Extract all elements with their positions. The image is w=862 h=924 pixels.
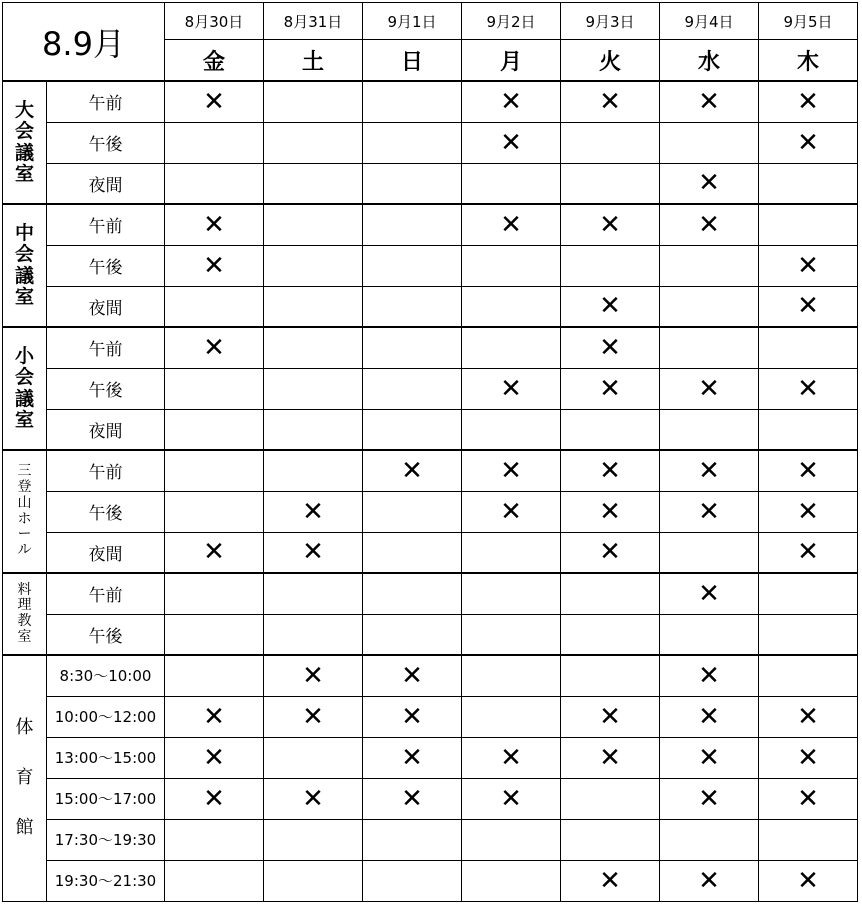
booked-x-icon: ✕ bbox=[698, 373, 720, 404]
booked-cell bbox=[660, 81, 759, 122]
booked-x-icon: ✕ bbox=[203, 250, 225, 281]
booked-cell bbox=[165, 778, 264, 819]
booked-x-icon: ✕ bbox=[500, 496, 522, 527]
booked-cell bbox=[561, 450, 660, 491]
booked-x-icon: ✕ bbox=[698, 209, 720, 240]
empty-cell bbox=[363, 163, 462, 204]
date-header: 8月30日 bbox=[165, 3, 264, 40]
booked-x-icon: ✕ bbox=[599, 86, 621, 117]
empty-cell bbox=[561, 122, 660, 163]
time-slot-label: 午後 bbox=[47, 614, 165, 655]
schedule-row bbox=[3, 655, 858, 696]
time-slot-label: 夜間 bbox=[47, 286, 165, 327]
empty-cell bbox=[759, 163, 858, 204]
empty-cell bbox=[561, 409, 660, 450]
empty-cell bbox=[264, 245, 363, 286]
booked-cell bbox=[759, 450, 858, 491]
booked-x-icon: ✕ bbox=[500, 209, 522, 240]
booked-x-icon: ✕ bbox=[401, 701, 423, 732]
time-slot-label: 10:00～12:00 bbox=[47, 696, 165, 737]
booked-cell bbox=[462, 204, 561, 245]
facility-name: 三登山ホール bbox=[17, 463, 32, 558]
empty-cell bbox=[363, 204, 462, 245]
booked-cell bbox=[363, 696, 462, 737]
schedule-row bbox=[3, 778, 858, 819]
empty-cell bbox=[660, 819, 759, 860]
empty-cell bbox=[363, 409, 462, 450]
booked-cell bbox=[165, 327, 264, 368]
schedule-row bbox=[3, 491, 858, 532]
booked-cell bbox=[759, 81, 858, 122]
empty-cell bbox=[462, 327, 561, 368]
booked-x-icon: ✕ bbox=[698, 168, 720, 199]
booked-x-icon: ✕ bbox=[203, 783, 225, 814]
booked-cell bbox=[759, 368, 858, 409]
empty-cell bbox=[264, 737, 363, 778]
booked-x-icon: ✕ bbox=[203, 537, 225, 568]
empty-cell bbox=[363, 860, 462, 901]
booked-cell bbox=[264, 778, 363, 819]
booked-x-icon: ✕ bbox=[698, 496, 720, 527]
time-slot-label: 午前 bbox=[47, 573, 165, 614]
empty-cell bbox=[759, 819, 858, 860]
booked-x-icon: ✕ bbox=[401, 455, 423, 486]
time-slot-label: 8:30～10:00 bbox=[47, 655, 165, 696]
booked-cell bbox=[561, 696, 660, 737]
booked-cell bbox=[660, 655, 759, 696]
empty-cell bbox=[462, 532, 561, 573]
date-header: 9月1日 bbox=[363, 3, 462, 40]
empty-cell bbox=[363, 327, 462, 368]
empty-cell bbox=[264, 368, 363, 409]
empty-cell bbox=[363, 286, 462, 327]
empty-cell bbox=[462, 696, 561, 737]
booked-cell bbox=[561, 491, 660, 532]
booked-cell bbox=[561, 368, 660, 409]
weekday-header: 木 bbox=[759, 40, 858, 82]
schedule-row bbox=[3, 286, 858, 327]
time-slot-label: 13:00～15:00 bbox=[47, 737, 165, 778]
booked-cell bbox=[363, 737, 462, 778]
empty-cell bbox=[165, 450, 264, 491]
booked-cell bbox=[561, 860, 660, 901]
schedule-row bbox=[3, 573, 858, 614]
booked-x-icon: ✕ bbox=[203, 701, 225, 732]
booked-cell bbox=[660, 778, 759, 819]
time-slot-label: 19:30～21:30 bbox=[47, 860, 165, 901]
weekday-header: 水 bbox=[660, 40, 759, 82]
empty-cell bbox=[264, 81, 363, 122]
booked-cell bbox=[660, 737, 759, 778]
booked-x-icon: ✕ bbox=[599, 701, 621, 732]
empty-cell bbox=[462, 819, 561, 860]
booked-x-icon: ✕ bbox=[599, 373, 621, 404]
booked-cell bbox=[660, 860, 759, 901]
date-header: 9月4日 bbox=[660, 3, 759, 40]
empty-cell bbox=[264, 122, 363, 163]
booked-cell bbox=[759, 778, 858, 819]
booked-x-icon: ✕ bbox=[302, 701, 324, 732]
empty-cell bbox=[759, 409, 858, 450]
empty-cell bbox=[165, 573, 264, 614]
booked-cell bbox=[759, 696, 858, 737]
booked-cell bbox=[264, 655, 363, 696]
booked-x-icon: ✕ bbox=[599, 537, 621, 568]
booked-x-icon: ✕ bbox=[500, 373, 522, 404]
booked-cell bbox=[165, 81, 264, 122]
empty-cell bbox=[264, 286, 363, 327]
booked-x-icon: ✕ bbox=[302, 660, 324, 691]
booked-cell bbox=[165, 696, 264, 737]
booked-x-icon: ✕ bbox=[599, 291, 621, 322]
time-slot-label: 夜間 bbox=[47, 532, 165, 573]
empty-cell bbox=[363, 532, 462, 573]
empty-cell bbox=[165, 491, 264, 532]
booked-cell bbox=[363, 450, 462, 491]
weekday-header: 月 bbox=[462, 40, 561, 82]
booked-x-icon: ✕ bbox=[797, 250, 819, 281]
booked-x-icon: ✕ bbox=[203, 86, 225, 117]
date-header: 9月3日 bbox=[561, 3, 660, 40]
empty-cell bbox=[462, 573, 561, 614]
time-slot-label: 夜間 bbox=[47, 409, 165, 450]
facility-label bbox=[3, 81, 47, 204]
booked-x-icon: ✕ bbox=[302, 496, 324, 527]
empty-cell bbox=[462, 614, 561, 655]
schedule-row bbox=[3, 614, 858, 655]
empty-cell bbox=[363, 245, 462, 286]
booked-x-icon: ✕ bbox=[698, 865, 720, 896]
time-slot-label: 午前 bbox=[47, 81, 165, 122]
empty-cell bbox=[561, 655, 660, 696]
booked-cell bbox=[462, 778, 561, 819]
empty-cell bbox=[165, 286, 264, 327]
facility-name: 料理教室 bbox=[17, 581, 32, 645]
booked-x-icon: ✕ bbox=[698, 86, 720, 117]
facility-label bbox=[3, 573, 47, 655]
booked-x-icon: ✕ bbox=[203, 742, 225, 773]
booked-x-icon: ✕ bbox=[599, 865, 621, 896]
time-slot-label: 午前 bbox=[47, 450, 165, 491]
time-slot-label: 17:30～19:30 bbox=[47, 819, 165, 860]
empty-cell bbox=[660, 532, 759, 573]
empty-cell bbox=[759, 614, 858, 655]
booked-cell bbox=[759, 122, 858, 163]
time-slot-label: 午前 bbox=[47, 204, 165, 245]
booked-cell bbox=[759, 532, 858, 573]
empty-cell bbox=[264, 614, 363, 655]
time-slot-label: 午後 bbox=[47, 245, 165, 286]
booked-x-icon: ✕ bbox=[797, 537, 819, 568]
booked-x-icon: ✕ bbox=[500, 127, 522, 158]
empty-cell bbox=[462, 286, 561, 327]
booked-cell bbox=[462, 491, 561, 532]
booked-cell bbox=[660, 696, 759, 737]
schedule-row bbox=[3, 696, 858, 737]
booked-x-icon: ✕ bbox=[500, 455, 522, 486]
booked-x-icon: ✕ bbox=[698, 660, 720, 691]
empty-cell bbox=[660, 409, 759, 450]
schedule-row bbox=[3, 245, 858, 286]
booked-x-icon: ✕ bbox=[500, 783, 522, 814]
empty-cell bbox=[264, 204, 363, 245]
booked-cell bbox=[462, 737, 561, 778]
weekday-header: 日 bbox=[363, 40, 462, 82]
empty-cell bbox=[561, 163, 660, 204]
facility-label bbox=[3, 450, 47, 573]
time-slot-label: 15:00～17:00 bbox=[47, 778, 165, 819]
empty-cell bbox=[660, 327, 759, 368]
schedule-row bbox=[3, 122, 858, 163]
weekday-header: 火 bbox=[561, 40, 660, 82]
empty-cell bbox=[561, 778, 660, 819]
booked-cell bbox=[462, 81, 561, 122]
facility-name: 大会議室 bbox=[14, 98, 34, 185]
empty-cell bbox=[264, 819, 363, 860]
booked-cell bbox=[759, 737, 858, 778]
empty-cell bbox=[363, 819, 462, 860]
empty-cell bbox=[363, 122, 462, 163]
booked-x-icon: ✕ bbox=[599, 332, 621, 363]
booked-cell bbox=[561, 327, 660, 368]
booked-cell bbox=[561, 737, 660, 778]
booked-x-icon: ✕ bbox=[401, 783, 423, 814]
booked-x-icon: ✕ bbox=[401, 742, 423, 773]
empty-cell bbox=[660, 614, 759, 655]
empty-cell bbox=[264, 327, 363, 368]
booked-cell bbox=[165, 737, 264, 778]
empty-cell bbox=[759, 327, 858, 368]
booked-cell bbox=[660, 573, 759, 614]
booked-x-icon: ✕ bbox=[797, 291, 819, 322]
facility-name: 小会議室 bbox=[14, 344, 34, 431]
time-slot-label: 午前 bbox=[47, 327, 165, 368]
booked-cell bbox=[660, 491, 759, 532]
schedule-row bbox=[3, 450, 858, 491]
booked-x-icon: ✕ bbox=[302, 537, 324, 568]
booked-x-icon: ✕ bbox=[797, 701, 819, 732]
facility-label bbox=[3, 655, 47, 901]
empty-cell bbox=[561, 573, 660, 614]
booked-cell bbox=[165, 204, 264, 245]
booked-cell bbox=[264, 532, 363, 573]
empty-cell bbox=[165, 819, 264, 860]
booked-x-icon: ✕ bbox=[698, 455, 720, 486]
booked-cell bbox=[462, 122, 561, 163]
empty-cell bbox=[660, 286, 759, 327]
booked-x-icon: ✕ bbox=[698, 578, 720, 609]
booked-x-icon: ✕ bbox=[698, 701, 720, 732]
booked-cell bbox=[660, 163, 759, 204]
schedule-row bbox=[3, 81, 858, 122]
weekday-header: 金 bbox=[165, 40, 264, 82]
date-header: 9月5日 bbox=[759, 3, 858, 40]
date-header-row bbox=[3, 3, 858, 40]
booked-cell bbox=[264, 491, 363, 532]
booked-cell bbox=[660, 204, 759, 245]
booked-x-icon: ✕ bbox=[797, 127, 819, 158]
booked-cell bbox=[759, 860, 858, 901]
empty-cell bbox=[660, 245, 759, 286]
booked-cell bbox=[462, 450, 561, 491]
empty-cell bbox=[165, 614, 264, 655]
booked-cell bbox=[759, 491, 858, 532]
booked-x-icon: ✕ bbox=[500, 742, 522, 773]
schedule-row bbox=[3, 860, 858, 901]
empty-cell bbox=[363, 368, 462, 409]
empty-cell bbox=[363, 573, 462, 614]
booked-cell bbox=[759, 286, 858, 327]
weekday-header: 土 bbox=[264, 40, 363, 82]
empty-cell bbox=[165, 368, 264, 409]
empty-cell bbox=[561, 614, 660, 655]
schedule-row bbox=[3, 532, 858, 573]
empty-cell bbox=[264, 860, 363, 901]
booked-x-icon: ✕ bbox=[599, 496, 621, 527]
schedule-row bbox=[3, 327, 858, 368]
booked-x-icon: ✕ bbox=[698, 742, 720, 773]
booked-x-icon: ✕ bbox=[599, 455, 621, 486]
booked-x-icon: ✕ bbox=[500, 86, 522, 117]
booked-cell bbox=[165, 532, 264, 573]
empty-cell bbox=[264, 573, 363, 614]
empty-cell bbox=[759, 204, 858, 245]
booked-x-icon: ✕ bbox=[599, 209, 621, 240]
time-slot-label: 午後 bbox=[47, 122, 165, 163]
empty-cell bbox=[759, 655, 858, 696]
booked-cell bbox=[660, 450, 759, 491]
empty-cell bbox=[462, 245, 561, 286]
booked-cell bbox=[165, 245, 264, 286]
facility-label bbox=[3, 204, 47, 327]
booked-cell bbox=[561, 204, 660, 245]
booked-cell bbox=[561, 532, 660, 573]
empty-cell bbox=[264, 450, 363, 491]
facility-name: 中会議室 bbox=[14, 221, 34, 308]
date-header: 9月2日 bbox=[462, 3, 561, 40]
schedule-row bbox=[3, 409, 858, 450]
empty-cell bbox=[165, 860, 264, 901]
schedule-row bbox=[3, 368, 858, 409]
booked-cell bbox=[561, 286, 660, 327]
schedule-row bbox=[3, 204, 858, 245]
schedule-row bbox=[3, 163, 858, 204]
empty-cell bbox=[462, 655, 561, 696]
booked-x-icon: ✕ bbox=[797, 783, 819, 814]
time-slot-label: 夜間 bbox=[47, 163, 165, 204]
booked-x-icon: ✕ bbox=[203, 209, 225, 240]
empty-cell bbox=[165, 122, 264, 163]
facility-name: 体育館 bbox=[15, 716, 34, 839]
reservation-table bbox=[2, 2, 858, 902]
empty-cell bbox=[462, 860, 561, 901]
booked-x-icon: ✕ bbox=[797, 742, 819, 773]
booked-cell bbox=[660, 368, 759, 409]
schedule-row bbox=[3, 819, 858, 860]
empty-cell bbox=[363, 81, 462, 122]
booked-x-icon: ✕ bbox=[797, 86, 819, 117]
facility-label bbox=[3, 327, 47, 450]
empty-cell bbox=[165, 163, 264, 204]
schedule-body bbox=[3, 81, 858, 901]
empty-cell bbox=[462, 163, 561, 204]
booked-cell bbox=[759, 245, 858, 286]
booked-x-icon: ✕ bbox=[599, 742, 621, 773]
booked-cell bbox=[363, 778, 462, 819]
empty-cell bbox=[165, 409, 264, 450]
empty-cell bbox=[561, 245, 660, 286]
empty-cell bbox=[264, 163, 363, 204]
empty-cell bbox=[264, 409, 363, 450]
booked-x-icon: ✕ bbox=[797, 455, 819, 486]
time-slot-label: 午後 bbox=[47, 368, 165, 409]
booked-x-icon: ✕ bbox=[302, 783, 324, 814]
empty-cell bbox=[660, 122, 759, 163]
empty-cell bbox=[363, 614, 462, 655]
date-header: 8月31日 bbox=[264, 3, 363, 40]
empty-cell bbox=[759, 573, 858, 614]
booked-x-icon: ✕ bbox=[203, 332, 225, 363]
time-slot-label: 午後 bbox=[47, 491, 165, 532]
booked-x-icon: ✕ bbox=[401, 660, 423, 691]
booked-cell bbox=[462, 368, 561, 409]
empty-cell bbox=[561, 819, 660, 860]
booked-cell bbox=[363, 655, 462, 696]
booked-x-icon: ✕ bbox=[797, 865, 819, 896]
empty-cell bbox=[165, 655, 264, 696]
empty-cell bbox=[363, 491, 462, 532]
schedule-row bbox=[3, 737, 858, 778]
booked-cell bbox=[264, 696, 363, 737]
booked-x-icon: ✕ bbox=[797, 496, 819, 527]
booked-cell bbox=[561, 81, 660, 122]
empty-cell bbox=[462, 409, 561, 450]
booked-x-icon: ✕ bbox=[698, 783, 720, 814]
booked-x-icon: ✕ bbox=[797, 373, 819, 404]
month-title: 8.9月 bbox=[3, 3, 165, 82]
